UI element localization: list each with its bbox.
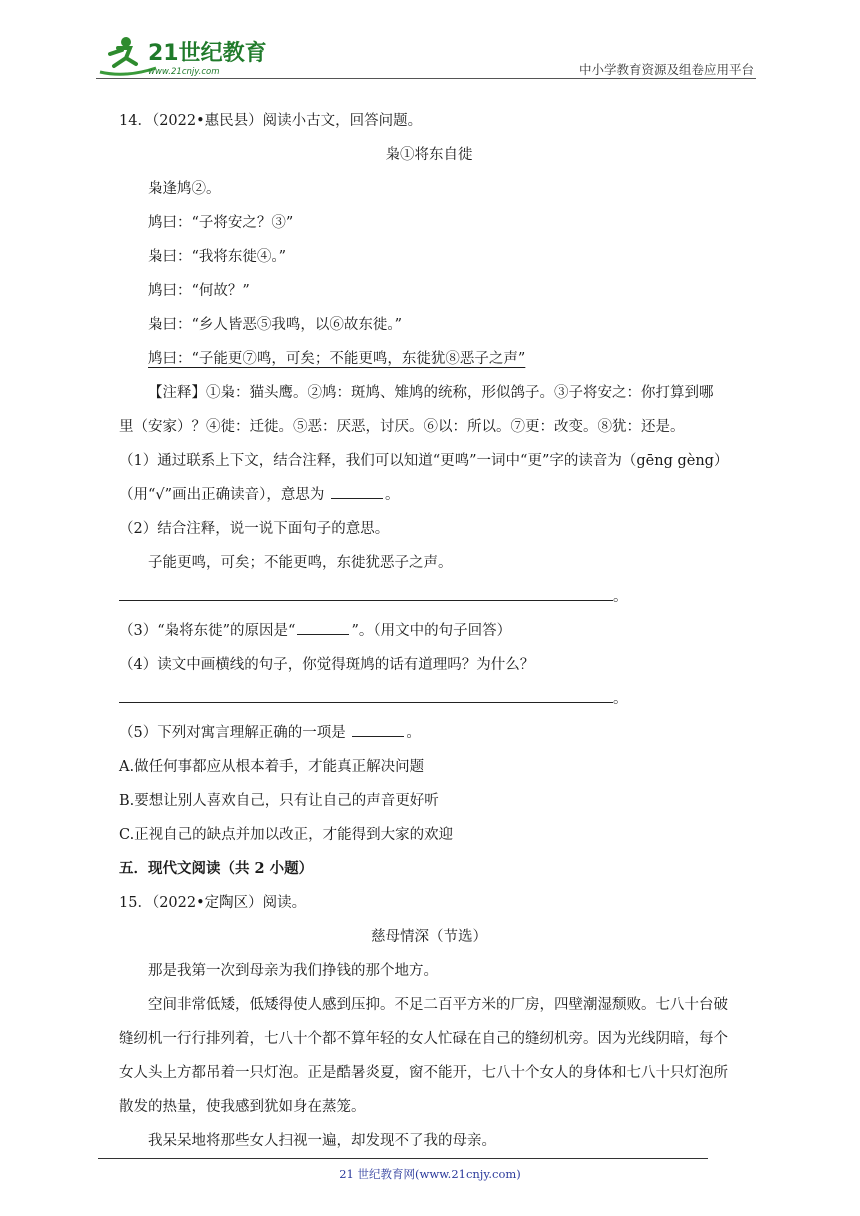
sub-question-1: （1）通过联系上下文，结合注释，我们可以知道“更鸣”一词中“更”字的读音为（gēng gèng） <box>119 453 729 469</box>
answer-row: 。 <box>119 682 769 716</box>
sub-question-4: （4）读文中画横线的句子，你觉得斑鸠的话有道理吗？为什么？ <box>119 657 535 673</box>
answer-blank[interactable] <box>352 722 404 737</box>
passage-line: 枭逢鸠②。 <box>148 181 221 197</box>
passage-title: 枭①将东自徙 <box>385 147 473 163</box>
sub-question-1-cont: （用“√”画出正确读音），意思为 。 <box>119 478 769 512</box>
passage-line: 枭曰：“我将东徙④。” <box>148 249 287 265</box>
sub-question-2: （2）结合注释，说一说下面句子的意思。 <box>119 521 390 537</box>
svg-text:21世纪教育: 21世纪教育 <box>148 41 266 66</box>
annotation-line: 【注释】①枭：猫头鹰。②鸠：斑鸠、雉鸠的统称，形似鸽子。③子将安之：你打算到哪 <box>148 385 714 401</box>
paragraph-line: 散发的热量，使我感到犹如身在蒸笼。 <box>119 1099 366 1115</box>
footer-divider <box>98 1158 708 1159</box>
section-heading: 五．现代文阅读（共 2 小题） <box>119 860 314 877</box>
answer-row: 。 <box>119 580 769 614</box>
passage-line: 鸠曰：“何故？” <box>148 283 250 299</box>
paragraph: 我呆呆地将那些女人扫视一遍，却发现不了我的母亲。 <box>148 1133 496 1149</box>
sub-question-2-sentence: 子能更鸣，可矣；不能更鸣，东徙犹恶子之声。 <box>148 555 453 571</box>
answer-blank[interactable] <box>331 484 383 499</box>
question-14-title: 14．（2022•惠民县）阅读小古文，回答问题。 <box>119 113 423 129</box>
annotation-line: 里（安家）？④徙：迁徙。⑤恶：厌恶，讨厌。⑥以：所以。⑦更：改变。⑧犹：还是。 <box>119 419 685 435</box>
passage-line: 鸠曰：“子将安之？③” <box>148 215 294 231</box>
paragraph: 那是我第一次到母亲为我们挣钱的那个地方。 <box>148 963 438 979</box>
option-b[interactable]: B.要想让别人喜欢自己，只有让自己的声音更好听 <box>119 793 439 809</box>
answer-blank[interactable] <box>297 620 349 635</box>
passage-title: 慈母情深（节选） <box>371 929 487 945</box>
svg-text:www.21cnjy.com: www.21cnjy.com <box>148 67 220 77</box>
footer-text: 21 世纪教育网(www.21cnjy.com) <box>339 1167 521 1181</box>
option-a[interactable]: A.做任何事都应从根本着手，才能真正解决问题 <box>119 759 425 775</box>
option-c[interactable]: C.正视自己的缺点并加以改正，才能得到大家的欢迎 <box>119 827 454 843</box>
document-body <box>119 104 769 1158</box>
answer-line[interactable] <box>119 690 613 703</box>
answer-line[interactable] <box>119 588 613 601</box>
paragraph-line: 女人头上方都吊着一只灯泡。正是酷暑炎夏，窗不能开，七八十个女人的身体和七八十只灯泡所 <box>119 1065 728 1081</box>
passage-line: 枭曰：“乡人皆恶⑤我鸣，以⑥故东徙。” <box>148 317 403 333</box>
header-divider <box>96 78 756 79</box>
underlined-passage-line: 鸠曰：“子能更⑦鸣，可矣；不能更鸣，东徙犹⑧恶子之声” <box>148 351 526 367</box>
runner-logo-icon <box>96 34 266 78</box>
sub-question-3: （3）“枭将东徙”的原因是“ ”。（用文中的句子回答） <box>119 614 769 648</box>
paragraph-line: 缝纫机一行行排列着，七八十个都不算年轻的女人忙碌在自己的缝纫机旁。因为光线阴暗，每个 <box>119 1031 728 1047</box>
platform-name: 中小学教育资源及组卷应用平台 <box>578 62 754 77</box>
paragraph-line: 空间非常低矮，低矮得使人感到压抑。不足二百平方米的厂房，四壁潮湿颓败。七八十台破 <box>148 997 728 1013</box>
site-logo <box>96 34 266 78</box>
question-15-title: 15．（2022•定陶区）阅读。 <box>119 895 307 911</box>
sub-question-5: （5）下列对寓言理解正确的一项是 。 <box>119 716 769 750</box>
